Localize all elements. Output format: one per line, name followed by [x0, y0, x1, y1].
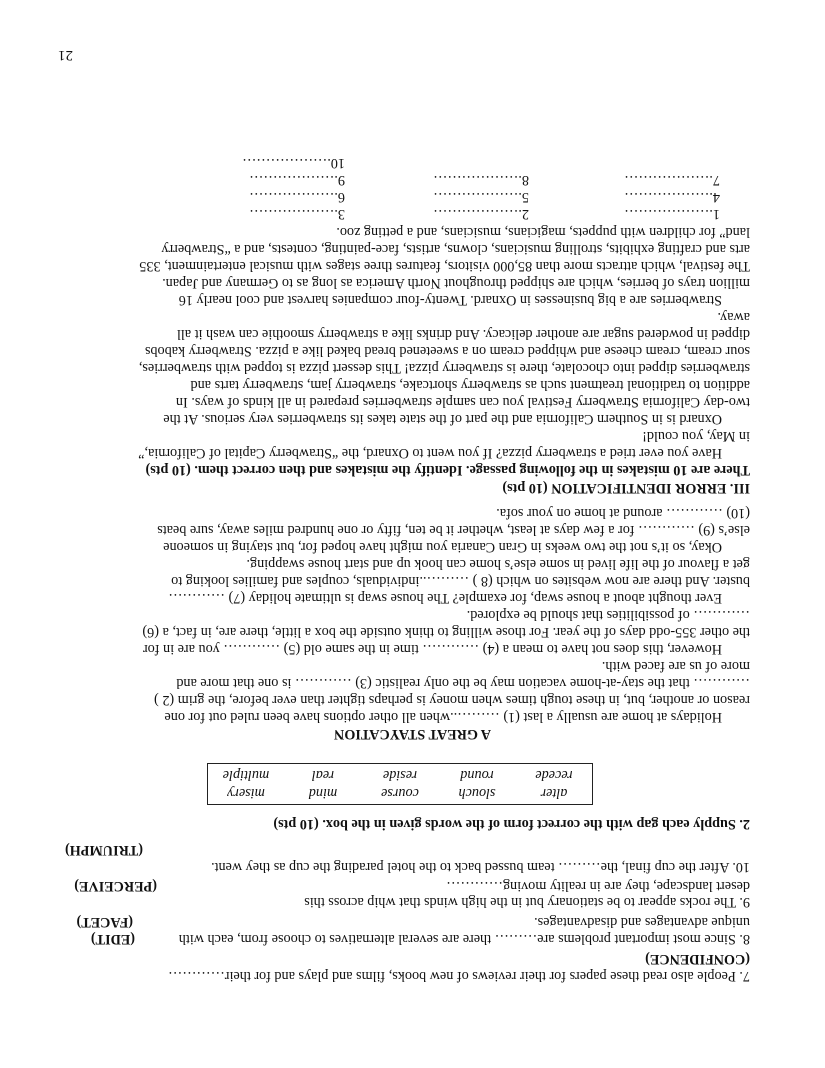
answer-8[interactable]: 8.……………… [433, 172, 529, 188]
answer-9[interactable]: 9.……………… [249, 172, 345, 188]
answer-7[interactable]: 7.……………… [624, 172, 720, 188]
answer-2[interactable]: 2.……………… [433, 206, 529, 222]
answer-1[interactable]: 1.……………… [624, 206, 720, 222]
text-line: However, this does not have to mean a (4) ………… time in the same old (5) ………… you are in for [142, 641, 722, 657]
answer-4[interactable]: 4.……………… [624, 189, 720, 205]
text-line: (10) ………… around at home on your sofa. [496, 505, 750, 521]
item-8-word2: (FACET) [76, 914, 133, 930]
box-word: alter [540, 785, 568, 801]
item-10-text: 10. After the cup final, the……… team bussed back to the hotel parading the cup as they went. [211, 859, 750, 875]
text-line: ………… of possibilities that should be explored. [466, 607, 750, 623]
word-box-row-1 [208, 784, 592, 801]
word-box [207, 763, 593, 805]
box-word: slouch [458, 785, 496, 801]
item-9-text: 9. The rocks appear to be stationary but in the high winds that whip across this [304, 894, 750, 910]
staycation-paragraph-4 [74, 504, 750, 555]
box-word: recede [535, 767, 573, 783]
item-8-text2: unique advantages and disadvantages. [534, 914, 750, 930]
text-line: away. [717, 309, 750, 325]
box-word: real [311, 767, 335, 783]
box-word: round [460, 767, 494, 783]
text-line: strawberries dipped into chocolate, there is strawberry pizza! This dessert pizza is topped with strawberries, [138, 360, 750, 376]
text-line: Have you ever tried a strawberry pizza? If you went to Oxnard, the “Strawberry Capital of California,” [138, 445, 722, 461]
section3-heading: III. ERROR IDENTIFICATION (10 pts) [502, 480, 750, 496]
page-number: 21 [58, 47, 73, 63]
item-8-text: 8. Since most important problems are……… there are several alternatives to choose from, each with [178, 931, 750, 947]
text-line: two-day California Strawberry Festival you can sample strawberries prepared in all kinds of ways. In [175, 394, 750, 410]
text-line: else’s (9) ………… for a few days at least, whether it be ten, fifty or one hundred miles away, sure beats [157, 522, 750, 538]
item-7-word: (CONFIDENCE) [645, 951, 750, 967]
text-line: dipped in powdered sugar are another delicacy. And drinks like a strawberry smoothie can wash it all [176, 326, 750, 342]
text-line: sour cream, cream cheese and whipped cream on a sweetened bread baked like a pizza. Strawberry kabobs [144, 343, 750, 359]
box-word: multiple [222, 767, 270, 783]
text-line: reason or another, but, in these tough times when money is perhaps tighter than ever before, the grim (2 ) [154, 692, 750, 708]
box-word: misery [227, 785, 265, 801]
text-line: The festival, which attracts more than 85,000 visitors, features three stages with musical entertainment, 335 [139, 258, 750, 274]
text-line: land” for children with puppets, magicians, musicians, and a petting zoo. [336, 224, 750, 240]
passage-title: A GREAT STAYCATION [334, 726, 491, 742]
word-box-row-2 [208, 766, 592, 783]
staycation-paragraph-3 [74, 555, 750, 606]
strawberry-paragraph-3 [74, 223, 750, 308]
box-word: reside [382, 767, 418, 783]
item-10-word: (TRIUMPH) [64, 842, 143, 858]
text-line: the other 355-odd days of the year. For those willing to think outside the box a little, there are, in fact, a (6) [142, 624, 750, 640]
text-line: buster. And there are now websites on which (8 ) ………..individuals, couples and families looking to [171, 573, 750, 589]
item-7-text: 7. People also read these papers for their reviews of new books, films and plays and for their………… [168, 968, 750, 984]
text-line: arts and crafting exhibits, strolling musicians, clowns, artists, face-painting, contests, and a “Strawberry [161, 241, 750, 257]
text-line: more of us are faced with. [601, 658, 750, 674]
answer-10[interactable]: 10.……………… [242, 155, 345, 171]
text-line: Ever thought about a house swap, for example? The house swap is ultimate holiday (7) ………… [168, 590, 722, 606]
box-word: mind [308, 785, 338, 801]
item-9-word: (PERCEIVE) [74, 878, 157, 894]
text-line: Holidays at home are usually a last (1) ………..when all other options have been ruled out for one [164, 709, 722, 725]
staycation-paragraph-1 [74, 657, 750, 725]
text-line: in May, you could! [642, 428, 750, 444]
answer-5[interactable]: 5.……………… [433, 189, 529, 205]
text-line: million trays of berries, which are shipped throughout North America as long as to Germany and Japan. [162, 275, 750, 291]
answer-6[interactable]: 6.……………… [249, 189, 345, 205]
staycation-paragraph-2 [74, 606, 750, 657]
box-word: course [381, 785, 419, 801]
item-9-text2: desert landscape, they are in reality moving………… [446, 878, 750, 894]
text-line: get a flavour of the life lived in some else’s home can hook up and start house swapping. [246, 556, 750, 572]
text-line: Strawberries are a big businesses in Oxnard. Twenty-four companies harvest and cool nearly 16 [178, 292, 722, 308]
strawberry-paragraph-1 [74, 427, 750, 461]
answer-3[interactable]: 3.……………… [249, 206, 345, 222]
text-line: Oxnard is in Southern California and the part of the state takes its strawberries very serious. At the [163, 411, 722, 427]
text-line: ………… that the stay-at-home vacation may be the only realistic (3) ………… is one that more and [176, 675, 750, 691]
item-8-word: (EDIT) [90, 931, 135, 947]
text-line: Okay, so it’s not the two weeks in Gran Canaria you might have hoped for, but staying in someone [163, 539, 722, 555]
text-line: addition to traditional treatment such as strawberry shortcake, strawberry jam, strawberry tarts and [190, 377, 750, 393]
section3-instruction: There are 10 mistakes in the following passage. Identify the mistakes and then correct them. (10 pts) [145, 462, 750, 478]
section2-heading: 2. Supply each gap with the correct form of the words given in the box. (10 pts) [273, 816, 750, 832]
strawberry-paragraph-2 [74, 308, 750, 427]
